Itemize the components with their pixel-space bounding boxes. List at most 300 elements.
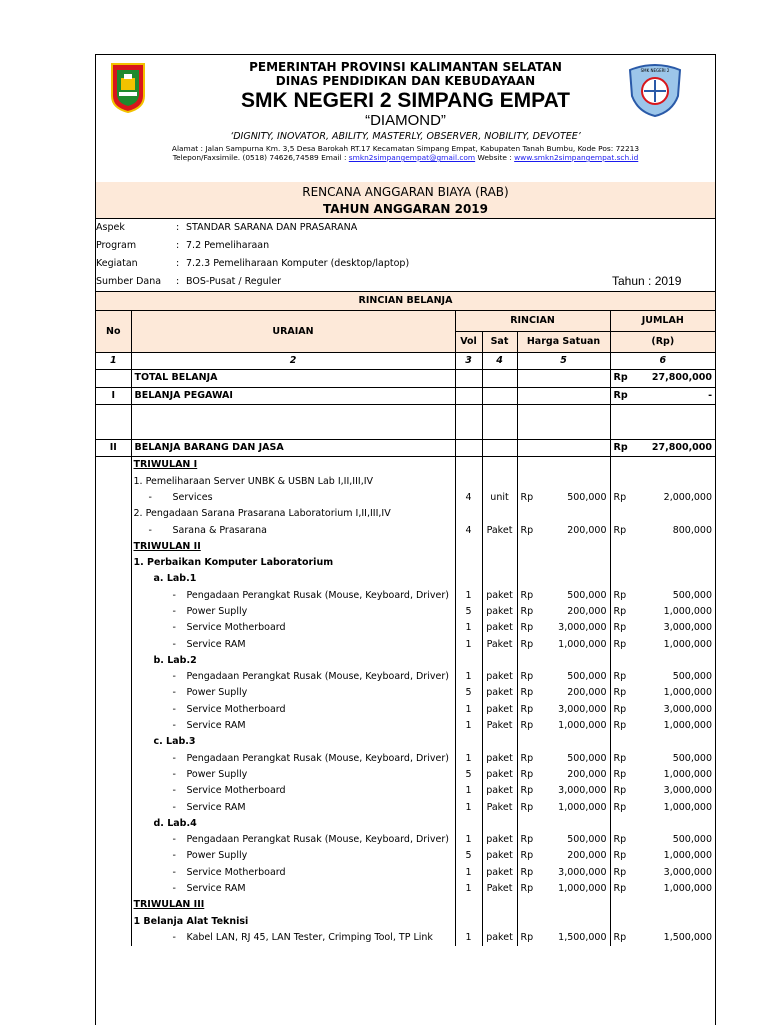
col-jumlah: JUMLAH — [610, 311, 715, 332]
cell-empty — [455, 914, 482, 930]
col-number: 5 — [517, 353, 610, 370]
cell-empty — [455, 653, 482, 669]
amount: 500,000 — [567, 752, 607, 764]
table-row — [96, 881, 715, 897]
pegawai-amount — [610, 387, 715, 404]
tw1-item-1 — [96, 473, 715, 489]
meta-key: Kegiatan — [96, 258, 138, 269]
amount: 3,000,000 — [663, 703, 713, 715]
amount: 3,000,000 — [663, 866, 713, 878]
website-link[interactable]: www.smkn2simpangempat.sch.id — [514, 153, 639, 162]
item-dash: - — [172, 606, 176, 617]
item-harga — [517, 783, 610, 799]
amount: 500,000 — [672, 834, 713, 846]
cell-empty — [455, 897, 482, 913]
tw3-item-1-label: 1 Belanja Alat Teknisi — [131, 914, 455, 930]
amount: 1,500,000 — [558, 931, 607, 943]
currency: Rp — [613, 720, 627, 732]
item-harga — [517, 669, 610, 685]
column-number-row — [96, 353, 715, 370]
cell-empty — [482, 571, 517, 587]
item-sat: Paket — [482, 522, 517, 538]
item-description — [131, 832, 455, 848]
barang-label: BELANJA BARANG DAN JASA — [131, 439, 455, 456]
cell-empty — [482, 404, 517, 439]
amount: 1,500,000 — [663, 931, 713, 943]
table-row — [96, 620, 715, 636]
currency: Rp — [613, 752, 627, 764]
item-sat: Paket — [482, 636, 517, 652]
currency: Rp — [613, 622, 627, 634]
item-harga — [517, 718, 610, 734]
table-row — [96, 669, 715, 685]
amount: 800,000 — [672, 524, 713, 536]
amount: 1,000,000 — [663, 768, 713, 780]
item-description — [131, 604, 455, 620]
cell-empty — [482, 539, 517, 555]
currency: Rp — [520, 638, 534, 650]
item-dash: - — [172, 866, 176, 878]
amount: 1,000,000 — [663, 606, 713, 617]
lab-heading-label: c. Lab.3 — [131, 734, 455, 750]
cell-empty — [96, 370, 131, 387]
currency: Rp — [613, 372, 628, 384]
currency: Rp — [613, 834, 627, 846]
amount: 500,000 — [672, 671, 713, 683]
table-header-row — [96, 311, 715, 332]
cell-empty — [610, 897, 715, 913]
col-number: 4 — [482, 353, 517, 370]
table-row — [96, 490, 715, 506]
amount: 500,000 — [567, 589, 607, 601]
amount: 500,000 — [672, 752, 713, 764]
currency: Rp — [520, 801, 534, 813]
table-row — [96, 848, 715, 864]
cell-empty — [610, 404, 715, 439]
item-dash: - — [172, 671, 176, 683]
item-sat: paket — [482, 588, 517, 604]
fiscal-year: Tahun : 2019 — [612, 274, 682, 288]
item-label: Power Suplly — [186, 687, 248, 699]
table-row — [96, 832, 715, 848]
col-number: 3 — [455, 353, 482, 370]
cell-empty — [610, 457, 715, 474]
cell-empty — [96, 571, 131, 587]
item-vol: 1 — [455, 669, 482, 685]
cell-empty — [96, 718, 131, 734]
row-no: II — [96, 439, 131, 456]
item-sat: Paket — [482, 881, 517, 897]
amount: 200,000 — [567, 687, 607, 699]
item-sat: paket — [482, 783, 517, 799]
rab-sheet — [95, 54, 716, 1025]
cell-empty — [96, 588, 131, 604]
amount: - — [708, 389, 713, 401]
table-row — [96, 718, 715, 734]
item-vol: 5 — [455, 848, 482, 864]
item-dash: - — [172, 768, 176, 780]
cell-empty — [455, 457, 482, 474]
cell-empty — [482, 473, 517, 489]
item-label: Sarana & Prasarana — [172, 524, 267, 536]
cell-empty — [455, 473, 482, 489]
cell-empty — [517, 555, 610, 571]
cell-empty — [517, 653, 610, 669]
tw1-item-1-label: 1. Pemeliharaan Server UNBK & USBN Lab I,II,III,IV — [131, 473, 455, 489]
item-sat: unit — [482, 490, 517, 506]
currency: Rp — [520, 752, 534, 764]
cell-empty — [482, 457, 517, 474]
item-harga — [517, 620, 610, 636]
amount: 3,000,000 — [663, 785, 713, 797]
cell-empty — [96, 799, 131, 815]
currency: Rp — [613, 491, 627, 503]
item-sat: paket — [482, 865, 517, 881]
item-label: Service Motherboard — [186, 703, 286, 715]
item-description — [131, 718, 455, 734]
cell-empty — [96, 685, 131, 701]
cell-empty — [455, 571, 482, 587]
cell-empty — [517, 897, 610, 913]
table-row — [96, 604, 715, 620]
item-label: Pengadaan Perangkat Rusak (Mouse, Keyboard, Driver) — [186, 752, 449, 764]
school-nickname: “DIAMOND” — [365, 112, 446, 129]
cell-empty — [482, 555, 517, 571]
item-jumlah — [610, 751, 715, 767]
amount: 1,000,000 — [558, 638, 607, 650]
meta-colon: : — [176, 276, 180, 287]
item-vol: 5 — [455, 767, 482, 783]
item-jumlah — [610, 865, 715, 881]
item-harga — [517, 848, 610, 864]
cell-empty — [96, 539, 131, 555]
table-row — [96, 636, 715, 652]
cell-empty — [455, 816, 482, 832]
amount: 1,000,000 — [663, 720, 713, 732]
cell-empty — [517, 473, 610, 489]
triwulan-3-label: TRIWULAN III — [131, 897, 455, 913]
rincian-belanja-header: RINCIAN BELANJA — [96, 291, 715, 311]
cell-empty — [96, 848, 131, 864]
cell-empty — [482, 734, 517, 750]
cell-empty — [610, 539, 715, 555]
item-jumlah — [610, 881, 715, 897]
item-harga — [517, 588, 610, 604]
item-label: Power Suplly — [186, 768, 248, 780]
school-address: Alamat : Jalan Sampurna Km. 3,5 Desa Barokah RT.17 Kecamatan Simpang Empat, Kabupaten Tanah Bumbu, Kode Pos: 72213 — [171, 144, 640, 153]
cell-empty — [96, 881, 131, 897]
item-label: Service Motherboard — [186, 785, 286, 797]
item-jumlah — [610, 588, 715, 604]
item-dash: - — [148, 524, 152, 536]
triwulan-1 — [96, 457, 715, 474]
barang-amount — [610, 439, 715, 456]
item-sat: paket — [482, 702, 517, 718]
item-jumlah — [610, 522, 715, 538]
currency: Rp — [520, 524, 534, 536]
item-jumlah — [610, 604, 715, 620]
cell-empty — [96, 930, 131, 946]
cell-empty — [96, 653, 131, 669]
cell-empty — [131, 404, 455, 439]
item-label: Service RAM — [186, 801, 246, 813]
cell-empty — [455, 555, 482, 571]
col-vol: Vol — [455, 332, 482, 353]
item-dash: - — [172, 931, 176, 943]
amount: 1,000,000 — [663, 801, 713, 813]
item-jumlah — [610, 669, 715, 685]
cell-empty — [96, 604, 131, 620]
tw2-item-1-label: 1. Perbaikan Komputer Laboratorium — [131, 555, 455, 571]
cell-empty — [96, 522, 131, 538]
currency: Rp — [520, 622, 534, 634]
cell-empty — [96, 783, 131, 799]
item-harga — [517, 930, 610, 946]
email-link[interactable]: smkn2simpangempat@gmail.com — [348, 153, 476, 162]
cell-empty — [96, 473, 131, 489]
item-description — [131, 620, 455, 636]
item-label: Pengadaan Perangkat Rusak (Mouse, Keyboard, Driver) — [186, 671, 449, 683]
item-vol: 1 — [455, 881, 482, 897]
col-number: 6 — [610, 353, 715, 370]
amount: 2,000,000 — [663, 491, 713, 503]
cell-empty — [96, 404, 131, 439]
cell-empty — [517, 571, 610, 587]
item-sat: paket — [482, 669, 517, 685]
item-description — [131, 702, 455, 718]
row-no: I — [96, 387, 131, 404]
lab-heading — [96, 571, 715, 587]
cell-empty — [455, 387, 482, 404]
cell-empty — [482, 439, 517, 456]
cell-empty — [482, 370, 517, 387]
meta-colon: : — [176, 258, 180, 269]
item-label: Pengadaan Perangkat Rusak (Mouse, Keyboard, Driver) — [186, 834, 449, 846]
item-sat: paket — [482, 767, 517, 783]
currency: Rp — [520, 606, 534, 617]
item-description — [131, 930, 455, 946]
item-harga — [517, 636, 610, 652]
cell-empty — [482, 914, 517, 930]
item-description — [131, 848, 455, 864]
cell-empty — [96, 914, 131, 930]
cell-empty — [96, 702, 131, 718]
item-harga — [517, 751, 610, 767]
meta-value: 7.2 Pemeliharaan — [186, 240, 270, 251]
spacer-row — [96, 404, 715, 439]
currency: Rp — [613, 801, 627, 813]
item-harga — [517, 604, 610, 620]
total-amount — [610, 370, 715, 387]
item-vol: 1 — [455, 702, 482, 718]
tw3-item-1 — [96, 914, 715, 930]
item-jumlah — [610, 832, 715, 848]
cell-empty — [96, 897, 131, 913]
cell-empty — [517, 816, 610, 832]
meta-key: Sumber Dana — [96, 276, 162, 287]
amount: 500,000 — [672, 589, 713, 601]
col-no: No — [96, 311, 131, 353]
currency: Rp — [520, 850, 534, 862]
col-rp: (Rp) — [610, 332, 715, 353]
amount: 200,000 — [567, 606, 607, 617]
item-harga — [517, 865, 610, 881]
amount: 500,000 — [567, 671, 607, 683]
item-description — [131, 490, 455, 506]
item-sat: paket — [482, 930, 517, 946]
item-description — [131, 783, 455, 799]
currency: Rp — [520, 671, 534, 683]
amount: 27,800,000 — [651, 442, 713, 454]
item-harga — [517, 685, 610, 701]
barang-row — [96, 439, 715, 456]
meta-colon: : — [176, 222, 180, 233]
item-description — [131, 767, 455, 783]
table-row — [96, 783, 715, 799]
item-label: Service Motherboard — [186, 622, 286, 634]
item-vol: 5 — [455, 685, 482, 701]
item-harga — [517, 522, 610, 538]
cell-empty — [96, 832, 131, 848]
cell-empty — [96, 767, 131, 783]
total-row — [96, 370, 715, 387]
meta-colon: : — [176, 240, 180, 251]
cell-empty — [610, 816, 715, 832]
tw1-item-2-label: 2. Pengadaan Sarana Prasarana Laboratorium I,II,III,IV — [131, 506, 455, 522]
item-harga — [517, 702, 610, 718]
document-title — [96, 182, 715, 219]
item-label: Pengadaan Perangkat Rusak (Mouse, Keyboard, Driver) — [186, 589, 449, 601]
item-vol: 1 — [455, 783, 482, 799]
letterhead — [96, 55, 715, 183]
currency: Rp — [520, 768, 534, 780]
currency: Rp — [613, 687, 627, 699]
item-sat: paket — [482, 751, 517, 767]
amount: 3,000,000 — [558, 866, 607, 878]
website-label: Website : — [475, 153, 515, 162]
total-label: TOTAL BELANJA — [131, 370, 455, 387]
item-jumlah — [610, 702, 715, 718]
currency: Rp — [613, 883, 627, 895]
detail-body — [96, 457, 715, 946]
item-vol: 1 — [455, 751, 482, 767]
item-description — [131, 588, 455, 604]
item-jumlah — [610, 848, 715, 864]
lab-heading-label: d. Lab.4 — [131, 816, 455, 832]
table-row — [96, 702, 715, 718]
cell-empty — [455, 439, 482, 456]
amount: 200,000 — [567, 850, 607, 862]
cell-empty — [517, 370, 610, 387]
item-sat: paket — [482, 604, 517, 620]
item-jumlah — [610, 783, 715, 799]
cell-empty — [517, 404, 610, 439]
item-dash: - — [172, 638, 176, 650]
triwulan-2-label: TRIWULAN II — [131, 539, 455, 555]
amount: 200,000 — [567, 768, 607, 780]
currency: Rp — [613, 389, 628, 401]
cell-empty — [610, 571, 715, 587]
meta-value: 7.2.3 Pemeliharaan Komputer (desktop/laptop) — [186, 258, 410, 269]
item-jumlah — [610, 718, 715, 734]
item-harga — [517, 832, 610, 848]
item-label: Service RAM — [186, 720, 246, 732]
cell-empty — [96, 636, 131, 652]
cell-empty — [96, 620, 131, 636]
item-description — [131, 685, 455, 701]
currency: Rp — [520, 834, 534, 846]
currency: Rp — [613, 703, 627, 715]
item-vol: 1 — [455, 588, 482, 604]
amount: 1,000,000 — [558, 801, 607, 813]
currency: Rp — [613, 785, 627, 797]
item-dash: - — [172, 785, 176, 797]
table-row — [96, 930, 715, 946]
table-row — [96, 767, 715, 783]
currency: Rp — [520, 785, 534, 797]
cell-empty — [610, 506, 715, 522]
currency: Rp — [520, 931, 534, 943]
item-dash: - — [172, 622, 176, 634]
meta-value: BOS-Pusat / Reguler — [186, 276, 282, 287]
item-jumlah — [610, 799, 715, 815]
item-jumlah — [610, 767, 715, 783]
cell-empty — [610, 555, 715, 571]
item-vol: 5 — [455, 604, 482, 620]
item-sat: paket — [482, 832, 517, 848]
amount: 200,000 — [567, 524, 607, 536]
currency: Rp — [613, 671, 627, 683]
amount: 1,000,000 — [663, 638, 713, 650]
title-line-1: RENCANA ANGGARAN BIAYA (RAB) — [302, 185, 509, 199]
amount: 500,000 — [567, 491, 607, 503]
cell-empty — [482, 506, 517, 522]
lab-heading — [96, 734, 715, 750]
amount: 1,000,000 — [558, 720, 607, 732]
province-title: PEMERINTAH PROVINSI KALIMANTAN SELATAN — [249, 60, 562, 74]
table-row — [96, 751, 715, 767]
department-title: DINAS PENDIDIKAN DAN KEBUDAYAAN — [275, 74, 536, 88]
meta-key: Aspek — [96, 222, 125, 233]
col-uraian: URAIAN — [131, 311, 455, 353]
amount: 27,800,000 — [651, 372, 713, 384]
item-label: Power Suplly — [186, 606, 248, 617]
tw2-item-1 — [96, 555, 715, 571]
table-row — [96, 522, 715, 538]
item-vol: 1 — [455, 930, 482, 946]
item-dash: - — [172, 589, 176, 601]
item-dash: - — [172, 720, 176, 732]
cell-empty — [455, 404, 482, 439]
item-dash: - — [172, 801, 176, 813]
amount: 1,000,000 — [663, 687, 713, 699]
cell-empty — [610, 653, 715, 669]
item-label: Service RAM — [186, 638, 246, 650]
col-sat: Sat — [482, 332, 517, 353]
item-vol: 1 — [455, 799, 482, 815]
meta-value: STANDAR SARANA DAN PRASARANA — [186, 222, 358, 233]
school-logo-text: SMK NEGERI 2 — [640, 68, 670, 73]
amount: 1,000,000 — [663, 883, 713, 895]
currency: Rp — [613, 442, 628, 454]
amount: 1,000,000 — [558, 883, 607, 895]
item-jumlah — [610, 930, 715, 946]
item-vol: 4 — [455, 490, 482, 506]
item-dash: - — [172, 687, 176, 699]
cell-empty — [482, 653, 517, 669]
school-motto: ‘DIGNITY, INOVATOR, ABILITY, MASTERLY, OBSERVER, NOBILITY, DEVOTEE’ — [230, 131, 581, 142]
item-description — [131, 865, 455, 881]
